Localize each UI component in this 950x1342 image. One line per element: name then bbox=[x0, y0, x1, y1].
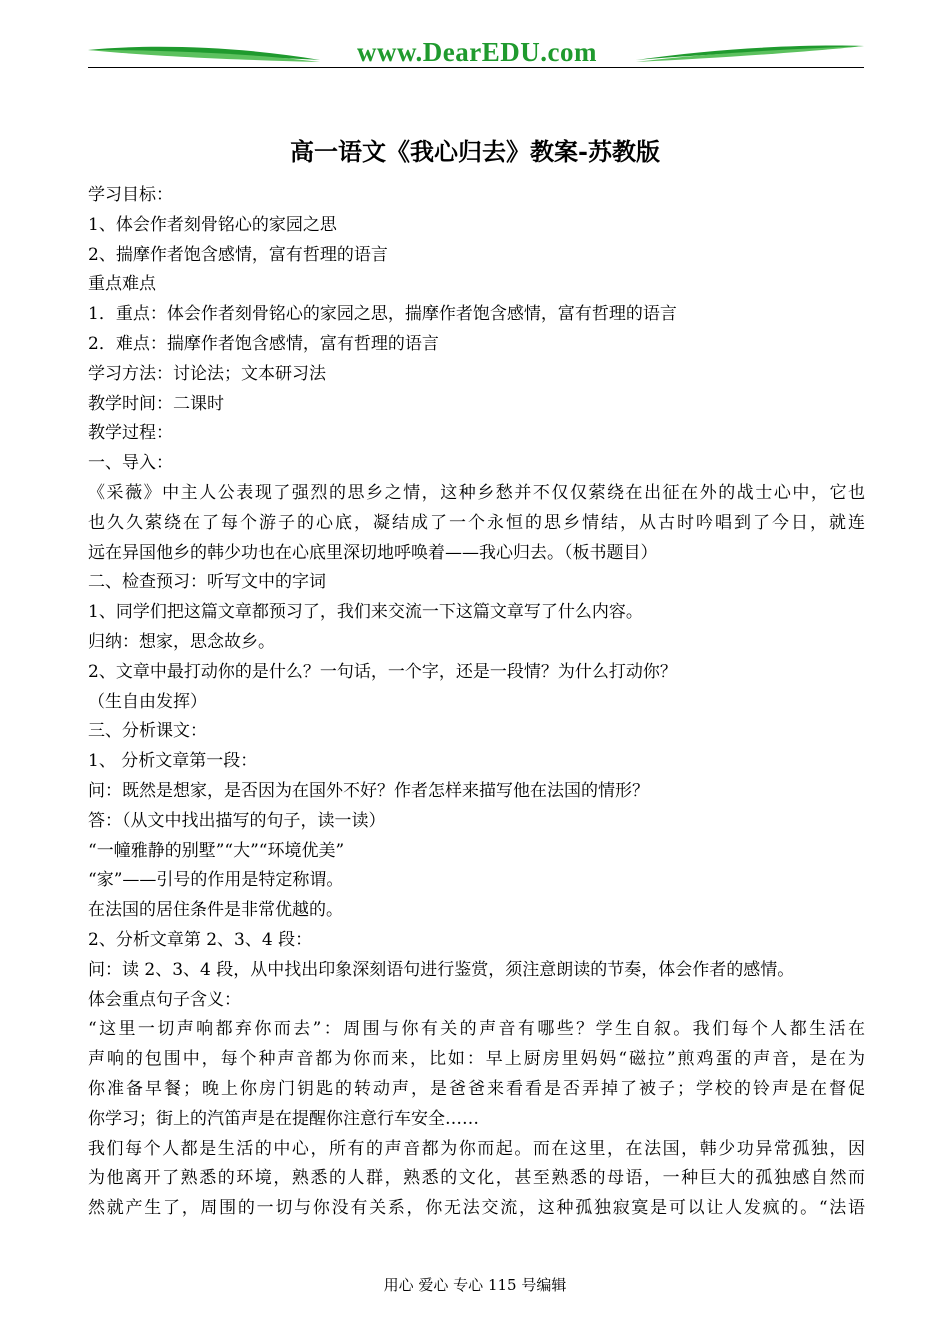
page-footer: 用心 爱心 专心 115 号编辑 bbox=[383, 1276, 567, 1294]
body-line: （生自由发挥） bbox=[88, 691, 207, 712]
body-line: 三、分析课文： bbox=[88, 721, 207, 742]
body-line: 二、检查预习：听写文中的字词 bbox=[88, 572, 326, 593]
body-line: “一幢雅静的别墅”“大”“环境优美” bbox=[88, 840, 345, 861]
body-line: 2、揣摩作者饱含感情，富有哲理的语言 bbox=[88, 244, 388, 265]
body-line: 你学习；街上的汽笛声是在提醒你注意行车安全…… bbox=[88, 1108, 479, 1129]
site-logo-text[interactable]: www.DearEDU.com bbox=[357, 37, 597, 67]
body-line: 重点难点 bbox=[88, 274, 156, 295]
body-line: 然就产生了，周围的一切与你没有关系，你无法交流，这种孤独寂寞是可以让人发疯的。“法语 bbox=[88, 1198, 865, 1219]
body-line: 一、导入： bbox=[88, 453, 173, 474]
body-line: 我们每个人都是生活的中心，所有的声音都为你而起。而在这里，在法国，韩少功异常孤独，因 bbox=[88, 1138, 865, 1159]
body-line: 学习目标： bbox=[88, 185, 173, 205]
document-title: 高一语文《我心归去》教案-苏教版 bbox=[290, 137, 660, 166]
body-line: 体会重点句子含义： bbox=[88, 989, 241, 1010]
body-line: “这里一切声响都弃你而去”：周围与你有关的声音有哪些？学生自叙。我们每个人都生活在 bbox=[88, 1019, 865, 1040]
body-line: 2、文章中最打动你的是什么？一句话，一个字，还是一段情？为什么打动你？ bbox=[88, 661, 677, 682]
document-body bbox=[88, 181, 865, 1224]
body-line: “家”——引号的作用是特定称谓。 bbox=[88, 870, 344, 891]
body-line: 1、体会作者刻骨铭心的家园之思 bbox=[88, 214, 337, 235]
header-divider bbox=[88, 67, 864, 68]
body-line: 1、 分析文章第一段： bbox=[88, 751, 258, 772]
body-line: 《采薇》中主人公表现了强烈的思乡之情，这种乡愁并不仅仅萦绕在出征在外的战士心中，它也 bbox=[88, 482, 865, 503]
body-line: 1、同学们把这篇文章都预习了，我们来交流一下这篇文章写了什么内容。 bbox=[88, 602, 643, 623]
body-line: 学习方法：讨论法；文本研习法 bbox=[88, 363, 326, 384]
body-line: 教学时间：二课时 bbox=[88, 393, 224, 414]
body-line: 2、分析文章第 2、3、4 段： bbox=[88, 929, 313, 950]
body-line: 1．重点：体会作者刻骨铭心的家园之思，揣摩作者饱含感情，富有哲理的语言 bbox=[88, 304, 677, 325]
body-line: 也久久萦绕在了每个游子的心底，凝结成了一个永恒的思乡情结，从古时吟唱到了今日，就连 bbox=[88, 512, 865, 533]
body-line: 问：读 2、3、4 段，从中找出印象深刻语句进行鉴赏，须注意朗读的节奏，体会作者的感情。 bbox=[88, 959, 795, 980]
body-line: 2．难点：揣摩作者饱含感情，富有哲理的语言 bbox=[88, 333, 439, 354]
body-line: 远在异国他乡的韩少功也在心底里深切地呼唤着——我心归去。（板书题目） bbox=[88, 542, 658, 563]
body-line: 在法国的居住条件是非常优越的。 bbox=[88, 900, 343, 921]
body-line: 你准备早餐；晚上你房门钥匙的转动声，是爸爸来看看是否弄掉了被子；学校的铃声是在督促 bbox=[88, 1078, 865, 1099]
body-line: 为他离开了熟悉的环境，熟悉的人群，熟悉的文化，甚至熟悉的母语，一种巨大的孤独感自然而 bbox=[88, 1168, 865, 1189]
body-line: 教学过程： bbox=[88, 423, 173, 444]
body-line: 问：既然是想家，是否因为在国外不好？作者怎样来描写他在法国的情形？ bbox=[88, 780, 649, 801]
body-line: 答：（从文中找出描写的句子，读一读） bbox=[88, 810, 386, 831]
body-line: 归纳：想家，思念故乡。 bbox=[88, 631, 275, 652]
body-line: 声响的包围中，每个种声音都为你而来，比如：早上厨房里妈妈“磁拉”煎鸡蛋的声音，是在为 bbox=[88, 1049, 865, 1070]
